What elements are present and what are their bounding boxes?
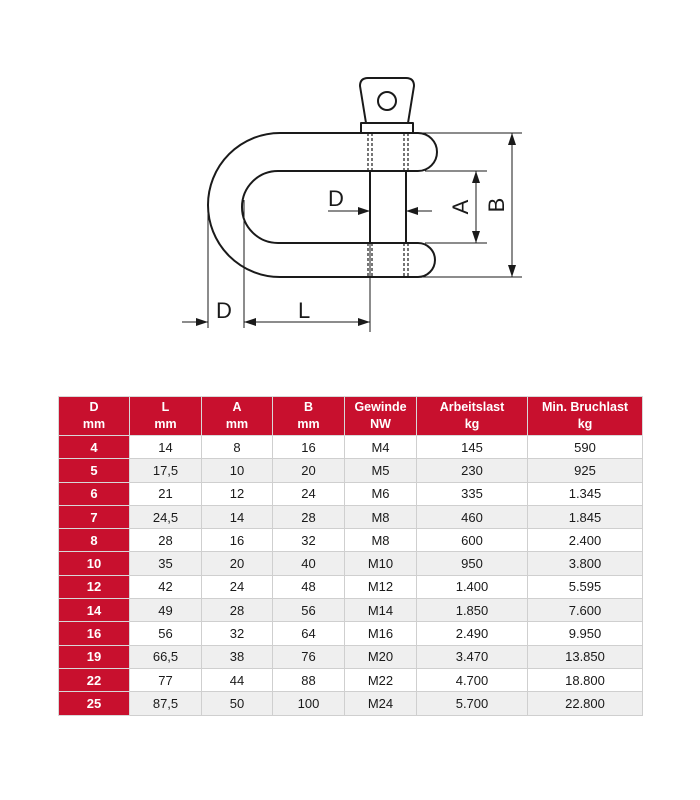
table-cell: 16 — [202, 529, 273, 552]
table-cell: 24,5 — [130, 505, 202, 528]
table-cell: 35 — [130, 552, 202, 575]
table-cell: 335 — [417, 482, 528, 505]
table-cell: 5 — [59, 459, 130, 482]
table-cell: 22.800 — [528, 692, 643, 715]
table-cell: 28 — [273, 505, 345, 528]
table-cell: 22 — [59, 668, 130, 691]
spec-table-header — [59, 397, 643, 436]
table-cell: 4.700 — [417, 668, 528, 691]
table-cell: 100 — [273, 692, 345, 715]
table-cell: 28 — [130, 529, 202, 552]
table-row — [59, 575, 643, 598]
table-cell: 32 — [202, 622, 273, 645]
table-row — [59, 622, 643, 645]
table-cell: 56 — [130, 622, 202, 645]
table-cell: 42 — [130, 575, 202, 598]
dimension-label-d-pin: D — [328, 186, 344, 211]
header-arbeitslast: Arbeitslast kg — [417, 397, 528, 436]
table-cell: 3.470 — [417, 645, 528, 668]
table-row — [59, 529, 643, 552]
table-cell: 76 — [273, 645, 345, 668]
table-cell: 17,5 — [130, 459, 202, 482]
table-cell: 600 — [417, 529, 528, 552]
table-cell: 12 — [59, 575, 130, 598]
table-row — [59, 552, 643, 575]
table-cell: 16 — [59, 622, 130, 645]
table-row — [59, 645, 643, 668]
table-cell: 16 — [273, 436, 345, 459]
header-row — [59, 397, 643, 436]
header-d: D mm — [59, 397, 130, 436]
table-cell: 49 — [130, 599, 202, 622]
table-cell: M8 — [345, 529, 417, 552]
table-row — [59, 482, 643, 505]
header-bruchlast: Min. Bruchlast kg — [528, 397, 643, 436]
table-cell: 25 — [59, 692, 130, 715]
header-a: A mm — [202, 397, 273, 436]
table-cell: 10 — [202, 459, 273, 482]
table-cell: 1.400 — [417, 575, 528, 598]
table-cell: 38 — [202, 645, 273, 668]
table-cell: 32 — [273, 529, 345, 552]
table-cell: 3.800 — [528, 552, 643, 575]
table-row — [59, 692, 643, 715]
spec-table — [58, 396, 643, 716]
table-cell: 6 — [59, 482, 130, 505]
table-cell: 64 — [273, 622, 345, 645]
table-cell: 19 — [59, 645, 130, 668]
table-cell: 14 — [202, 505, 273, 528]
table-cell: 8 — [202, 436, 273, 459]
table-cell: 7 — [59, 505, 130, 528]
table-cell: M16 — [345, 622, 417, 645]
table-cell: 18.800 — [528, 668, 643, 691]
pin-eye-hole — [378, 92, 396, 110]
header-gewinde: Gewinde NW — [345, 397, 417, 436]
table-cell: M4 — [345, 436, 417, 459]
table-cell: 230 — [417, 459, 528, 482]
table-cell: 14 — [59, 599, 130, 622]
header-b: B mm — [273, 397, 345, 436]
table-cell: 50 — [202, 692, 273, 715]
table-cell: 24 — [273, 482, 345, 505]
table-cell: M22 — [345, 668, 417, 691]
table-cell: M20 — [345, 645, 417, 668]
table-cell: M6 — [345, 482, 417, 505]
shackle-pin — [370, 171, 406, 243]
table-cell: M10 — [345, 552, 417, 575]
table-cell: 48 — [273, 575, 345, 598]
dimension-label-b: B — [484, 197, 509, 213]
table-cell: 1.345 — [528, 482, 643, 505]
table-cell: 950 — [417, 552, 528, 575]
spec-table-body — [59, 436, 643, 716]
table-row — [59, 436, 643, 459]
table-cell: 590 — [528, 436, 643, 459]
table-cell: 88 — [273, 668, 345, 691]
table-row — [59, 668, 643, 691]
table-cell: M12 — [345, 575, 417, 598]
shackle-diagram — [0, 0, 700, 360]
table-row — [59, 505, 643, 528]
table-cell: 12 — [202, 482, 273, 505]
table-cell: 145 — [417, 436, 528, 459]
table-cell: M8 — [345, 505, 417, 528]
dimension-label-d-bottom: D — [216, 298, 232, 323]
table-cell: 5.700 — [417, 692, 528, 715]
table-cell: 56 — [273, 599, 345, 622]
table-cell: M24 — [345, 692, 417, 715]
table-cell: 5.595 — [528, 575, 643, 598]
pin-collar — [361, 123, 413, 133]
table-cell: 21 — [130, 482, 202, 505]
table-cell: 14 — [130, 436, 202, 459]
table-cell: 8 — [59, 529, 130, 552]
shackle-bottom-ear — [365, 243, 435, 277]
table-cell: 13.850 — [528, 645, 643, 668]
table-cell: 4 — [59, 436, 130, 459]
table-cell: 66,5 — [130, 645, 202, 668]
table-cell: M5 — [345, 459, 417, 482]
table-cell: 925 — [528, 459, 643, 482]
shackle-inner-contour — [242, 171, 365, 243]
dimension-label-a: A — [448, 199, 473, 215]
table-cell: 20 — [202, 552, 273, 575]
shackle-top-ear — [365, 133, 437, 171]
table-cell: 2.400 — [528, 529, 643, 552]
table-cell: 40 — [273, 552, 345, 575]
table-cell: M14 — [345, 599, 417, 622]
table-cell: 87,5 — [130, 692, 202, 715]
table-row — [59, 599, 643, 622]
pin-eye-head — [360, 78, 414, 123]
table-cell: 1.850 — [417, 599, 528, 622]
table-cell: 7.600 — [528, 599, 643, 622]
table-cell: 28 — [202, 599, 273, 622]
table-cell: 77 — [130, 668, 202, 691]
table-cell: 44 — [202, 668, 273, 691]
table-cell: 20 — [273, 459, 345, 482]
table-cell: 9.950 — [528, 622, 643, 645]
table-cell: 1.845 — [528, 505, 643, 528]
table-cell: 460 — [417, 505, 528, 528]
header-l: L mm — [130, 397, 202, 436]
table-cell: 2.490 — [417, 622, 528, 645]
table-cell: 24 — [202, 575, 273, 598]
table-cell: 10 — [59, 552, 130, 575]
table-row — [59, 459, 643, 482]
dimension-label-l: L — [298, 298, 311, 323]
